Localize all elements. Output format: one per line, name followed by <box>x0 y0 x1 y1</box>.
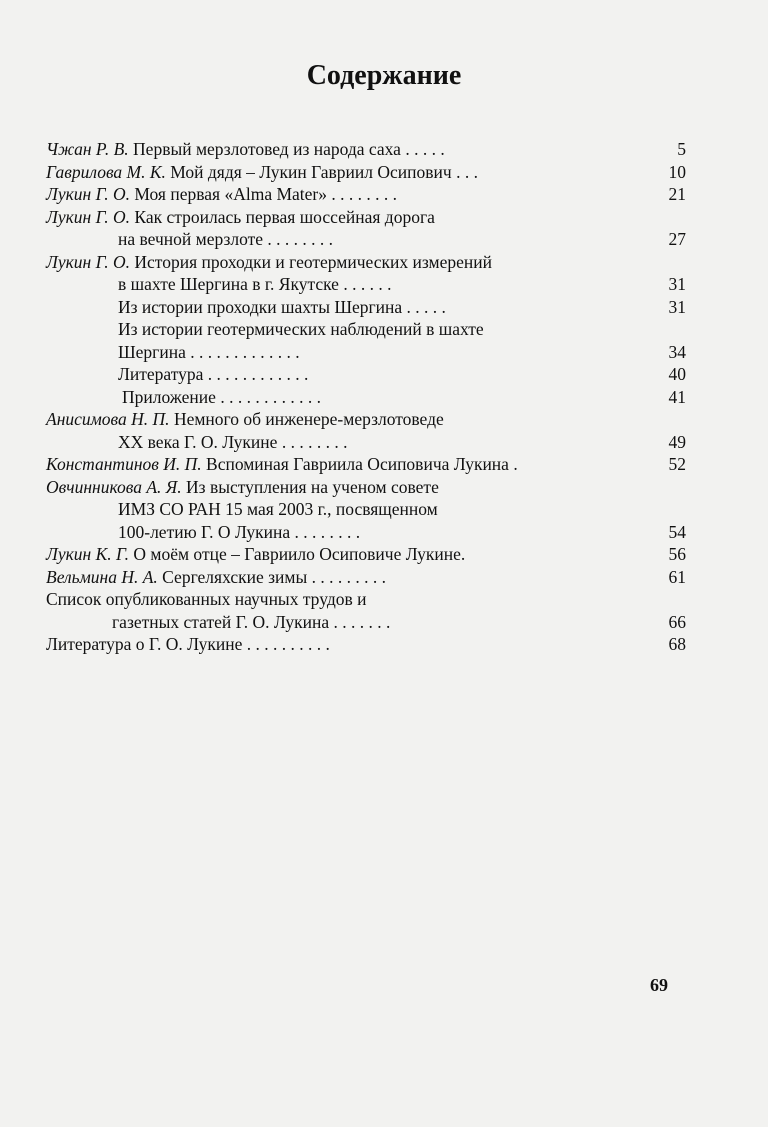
toc-line <box>46 476 686 499</box>
toc-author: Лукин Г. О. <box>46 206 131 227</box>
toc-page-number: 56 <box>668 544 686 564</box>
toc-line <box>46 543 686 566</box>
toc-leader-dots: . . . . . . . . <box>267 229 334 249</box>
toc-title: Сергеляхские зимы <box>162 566 308 587</box>
toc-line <box>46 138 686 161</box>
toc-author: Анисимова Н. П. <box>46 409 170 429</box>
toc-line <box>46 633 686 656</box>
toc-title: 100-летию Г. О Лукина <box>118 521 291 542</box>
toc-entry <box>46 588 686 633</box>
toc-title: Первый мерзлотовед из народа саха <box>133 139 401 159</box>
toc-entry <box>46 161 686 184</box>
toc-entry <box>46 633 686 656</box>
toc-title: в шахте Шергина в г. Якутске <box>118 274 339 294</box>
toc-line <box>46 161 686 184</box>
toc-leader-dots: . . . . . <box>405 139 445 159</box>
toc-title: Из истории геотермических наблюдений в шахте <box>118 319 484 339</box>
toc-line <box>46 206 686 229</box>
toc-line <box>46 566 686 589</box>
toc-author: Лукин Г. О. <box>46 184 131 204</box>
toc-entry <box>46 138 686 161</box>
toc-title: ИМЗ СО РАН 15 мая 2003 г., посвященном <box>118 499 438 519</box>
toc-entry <box>46 566 686 589</box>
page-number: 69 <box>650 975 668 995</box>
toc-title: Мой дядя – Лукин Гавриил Осипович <box>170 161 452 182</box>
toc-leader-dots: . . . . . . <box>343 274 392 294</box>
toc-author: Константинов И. П. <box>46 454 202 474</box>
toc-line <box>46 363 686 386</box>
toc-entry <box>46 408 686 453</box>
toc-entry <box>46 206 686 251</box>
toc-entry <box>46 183 686 206</box>
toc-page-number: 31 <box>668 274 686 294</box>
toc-author: Лукин К. Г. <box>46 544 129 564</box>
toc-title: Как строилась первая шоссейная дорога <box>134 206 435 227</box>
toc-author: Чжан Р. В. <box>46 139 129 159</box>
toc-title: О моём отце – Гавриило Осиповиче Лукине. <box>133 544 466 564</box>
toc-title: История проходки и геотермических измерений <box>134 251 492 272</box>
toc-line <box>46 183 686 206</box>
toc-leader-dots: . . . . . . . . <box>294 521 361 542</box>
toc-page-number: 40 <box>668 364 686 384</box>
toc-leader-dots: . . . . . <box>406 296 446 317</box>
toc-line <box>46 521 686 544</box>
toc-page-number: 61 <box>668 566 686 587</box>
toc-line <box>46 273 686 296</box>
toc-title: Шергина <box>118 341 186 362</box>
toc-page-number: 49 <box>668 431 686 452</box>
toc-page-number: 66 <box>668 611 686 632</box>
toc-line <box>46 408 686 431</box>
toc-line <box>46 431 686 454</box>
toc-leader-dots: . . . . . . . . . . . . <box>220 386 321 407</box>
toc-leader-dots: . . . . . . . . . . . . . <box>190 341 300 362</box>
page-title: Содержание <box>306 60 462 91</box>
toc-leader-dots: . . . . . . . . . . <box>246 634 330 654</box>
toc-leader-dots: . <box>513 454 518 474</box>
toc-entry <box>46 543 686 566</box>
toc-line <box>46 228 686 251</box>
toc-title: Из истории проходки шахты Шергина <box>118 296 403 317</box>
toc-author: Вельмина Н. А. <box>46 566 158 587</box>
toc-title: газетных статей Г. О. Лукина <box>112 611 330 632</box>
toc-line <box>46 251 686 274</box>
toc-page-number: 10 <box>668 161 686 182</box>
toc-line <box>46 341 686 364</box>
toc-page-number: 27 <box>668 229 686 249</box>
toc-page-number: 52 <box>668 454 686 474</box>
toc-leader-dots: . . . . . . . . <box>281 431 348 452</box>
toc-page-number: 31 <box>668 296 686 317</box>
toc-author: Овчинникова А. Я. <box>46 476 182 497</box>
toc-entry <box>46 476 686 544</box>
toc-title: Немного об инженере-мерзлотоведе <box>173 409 444 429</box>
toc-line <box>46 498 686 521</box>
toc-line <box>46 296 686 319</box>
toc-entry <box>46 251 686 409</box>
toc-title: на вечной мерзлоте <box>118 229 264 249</box>
toc-title: Из выступления на ученом совете <box>186 476 439 497</box>
toc-author: Лукин Г. О. <box>46 251 131 272</box>
toc-leader-dots: . . . . . . . <box>333 611 391 632</box>
toc-title: Моя первая «Alma Mater» <box>134 184 328 204</box>
toc-title: XX века Г. О. Лукине <box>118 431 278 452</box>
table-of-contents <box>46 138 686 656</box>
toc-page-number: 54 <box>668 521 686 542</box>
toc-line <box>46 611 686 634</box>
toc-leader-dots: . . . . . . . . <box>331 184 398 204</box>
toc-line <box>46 588 686 611</box>
toc-line <box>46 318 686 341</box>
toc-page-number: 5 <box>677 139 686 159</box>
toc-leader-dots: . . . <box>456 161 478 182</box>
toc-page-number: 68 <box>668 634 686 654</box>
toc-title: Вспоминая Гавриила Осиповича Лукина <box>206 454 509 474</box>
toc-title: Список опубликованных научных трудов и <box>46 589 367 609</box>
toc-page-number: 34 <box>668 341 686 362</box>
toc-line <box>46 453 686 476</box>
toc-author: Гаврилова М. К. <box>46 161 166 182</box>
toc-line <box>46 386 686 409</box>
toc-leader-dots: . . . . . . . . . . . . <box>207 364 309 384</box>
toc-page-number: 41 <box>668 386 686 407</box>
toc-title: Приложение <box>122 386 216 407</box>
toc-entry <box>46 453 686 476</box>
toc-title: Литература о Г. О. Лукине <box>46 634 243 654</box>
toc-page-number: 21 <box>668 184 686 204</box>
toc-leader-dots: . . . . . . . . . <box>311 566 386 587</box>
toc-title: Литература <box>118 364 204 384</box>
